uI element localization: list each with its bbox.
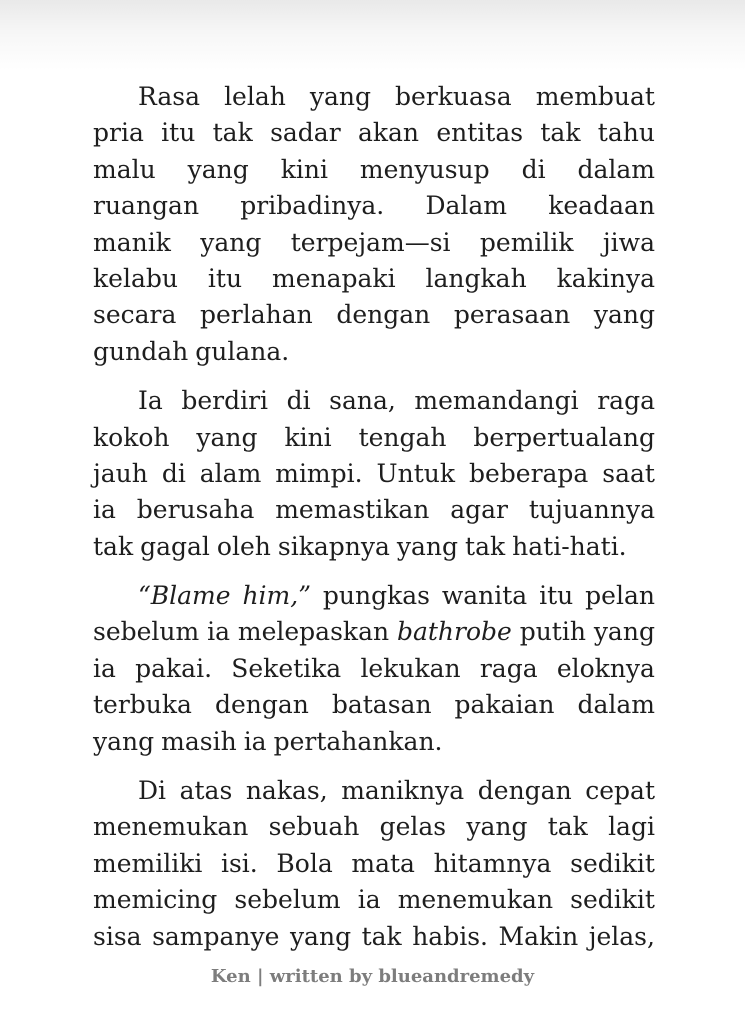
word: menemukan xyxy=(93,812,249,842)
word: terpejam—si xyxy=(290,227,451,257)
paragraph xyxy=(93,79,655,370)
word: mimpi. xyxy=(275,458,363,488)
text-line xyxy=(93,152,655,188)
text-line xyxy=(93,529,655,565)
word: bathrobe xyxy=(396,617,512,647)
page-footer: Ken | written by blueandremedy xyxy=(210,966,535,987)
word: Ia xyxy=(138,386,163,416)
word: yang xyxy=(196,422,258,452)
word: Makin xyxy=(498,921,579,951)
word: him,” xyxy=(242,581,311,611)
word: jiwa xyxy=(602,227,655,257)
word: oleh xyxy=(216,531,271,561)
word: hitamnya xyxy=(433,848,552,878)
word: nakas, xyxy=(245,776,328,806)
word: dengan xyxy=(336,300,431,330)
word: sedikit xyxy=(570,885,655,915)
word: eloknya xyxy=(556,653,655,683)
word: wanita xyxy=(441,581,528,611)
word: yang xyxy=(593,300,655,330)
text-line xyxy=(93,261,655,297)
word: masih xyxy=(161,726,237,756)
word: berkuasa xyxy=(395,82,512,111)
text-line xyxy=(93,651,655,687)
text-line xyxy=(93,420,655,456)
text-line xyxy=(93,919,655,955)
word: cepat xyxy=(585,776,655,806)
word: kelabu xyxy=(93,263,178,293)
word: dalam xyxy=(577,690,655,720)
text-line xyxy=(93,809,655,845)
word: pribadinya. xyxy=(240,191,385,221)
word: sisa xyxy=(93,921,142,951)
word: menyusup xyxy=(359,154,490,184)
word: sikapnya xyxy=(277,531,390,561)
word: saat xyxy=(602,458,655,488)
word: sebelum xyxy=(234,885,341,915)
word: gagal xyxy=(140,531,210,561)
word: memiliki xyxy=(93,848,203,878)
paragraph xyxy=(93,383,655,565)
word: tak xyxy=(540,118,581,148)
word: yang xyxy=(309,82,372,111)
word: tujuannya xyxy=(528,495,655,525)
paragraph xyxy=(93,773,655,955)
text-line xyxy=(93,115,655,151)
text-line xyxy=(93,614,655,650)
word: kokoh xyxy=(93,422,170,452)
word: di xyxy=(161,458,186,488)
word: di xyxy=(286,386,311,416)
word: tak xyxy=(361,921,402,951)
text-line xyxy=(93,79,655,115)
word: berdiri xyxy=(181,386,269,416)
word: pungkas xyxy=(322,581,430,611)
word: pakaian xyxy=(454,690,555,720)
word: hati-hati. xyxy=(512,531,627,561)
word: lekukan xyxy=(360,653,461,683)
word: ia xyxy=(243,726,267,756)
word: raga xyxy=(479,653,538,683)
text-line xyxy=(93,882,655,918)
word: maniknya xyxy=(341,776,465,806)
text-line xyxy=(93,334,655,370)
text-line xyxy=(93,578,655,614)
word: agar xyxy=(450,495,508,525)
word: pakai. xyxy=(135,653,213,683)
word: menapaki xyxy=(272,263,396,293)
word: pertahankan. xyxy=(273,726,443,756)
word: Dalam xyxy=(425,191,508,221)
word: dalam xyxy=(577,154,655,184)
word: terbuka xyxy=(93,690,192,720)
word: yang xyxy=(466,812,528,842)
word: berusaha xyxy=(136,495,255,525)
word: memandangi xyxy=(414,386,579,416)
word: akan xyxy=(357,118,420,148)
word: itu xyxy=(207,263,243,293)
word: gulana. xyxy=(195,336,290,366)
top-shade xyxy=(0,0,745,70)
text-line xyxy=(93,188,655,224)
word: malu xyxy=(93,154,156,184)
word: habis. xyxy=(412,921,488,951)
word: yang xyxy=(200,227,262,257)
word: manik xyxy=(93,227,171,257)
word: Rasa xyxy=(138,82,201,111)
word: melepaskan xyxy=(237,617,390,647)
word: pria xyxy=(93,118,144,148)
word: memastikan xyxy=(275,495,430,525)
word: jelas, xyxy=(588,921,655,951)
word: tak xyxy=(547,812,588,842)
word: ia xyxy=(93,653,116,683)
word: di xyxy=(521,154,546,184)
word: sebelum xyxy=(93,617,200,647)
word: sampanye xyxy=(152,921,280,951)
word: dengan xyxy=(477,776,572,806)
word: jauh xyxy=(93,458,148,488)
word: perasaan xyxy=(453,300,571,330)
word: itu xyxy=(539,581,574,611)
word: langkah xyxy=(425,263,527,293)
text-line xyxy=(93,456,655,492)
word: mata xyxy=(351,848,415,878)
text-line xyxy=(93,687,655,723)
page-body xyxy=(93,79,655,968)
word: tengah xyxy=(358,422,447,452)
word: “Blame xyxy=(138,581,231,611)
word: yang xyxy=(396,531,459,561)
word: berpertualang xyxy=(473,422,655,452)
word: entitas xyxy=(436,118,524,148)
word: alam xyxy=(199,458,262,488)
word: membuat xyxy=(535,82,655,111)
word: Di xyxy=(138,776,167,806)
word: pemilik xyxy=(479,227,574,257)
word: putih xyxy=(519,617,586,647)
word: kini xyxy=(284,422,332,452)
word: raga xyxy=(597,386,655,416)
word: ia xyxy=(207,617,231,647)
word: Seketika xyxy=(231,653,342,683)
word: ruangan xyxy=(93,191,200,221)
word: sana, xyxy=(329,386,396,416)
word: itu xyxy=(161,118,196,148)
word: batasan xyxy=(331,690,432,720)
text-line xyxy=(93,773,655,809)
word: dengan xyxy=(214,690,309,720)
word: isi. xyxy=(220,848,258,878)
word: kini xyxy=(280,154,328,184)
word: gundah xyxy=(93,336,189,366)
word: pelan xyxy=(585,581,655,611)
word: menemukan xyxy=(397,885,554,915)
word: lagi xyxy=(608,812,655,842)
word: yang xyxy=(289,921,352,951)
word: ia xyxy=(93,495,116,525)
word: perlahan xyxy=(199,300,313,330)
text-line xyxy=(93,492,655,528)
text-line xyxy=(93,724,655,760)
word: tahu xyxy=(597,118,655,148)
word: yang xyxy=(593,617,655,647)
text-line xyxy=(93,225,655,261)
word: tak xyxy=(465,531,506,561)
word: Bola xyxy=(276,848,333,878)
word: gelas xyxy=(379,812,447,842)
word: tak xyxy=(93,531,134,561)
word: sedikit xyxy=(570,848,655,878)
word: yang xyxy=(187,154,249,184)
paragraph xyxy=(93,578,655,760)
word: lelah xyxy=(224,82,286,111)
word: yang xyxy=(93,726,155,756)
word: sadar xyxy=(270,118,341,148)
word: atas xyxy=(179,776,233,806)
word: tak xyxy=(212,118,253,148)
word: secara xyxy=(93,300,177,330)
word: beberapa xyxy=(468,458,589,488)
text-line xyxy=(93,383,655,419)
word: ia xyxy=(357,885,381,915)
word: memicing xyxy=(93,885,218,915)
word: kakinya xyxy=(556,263,655,293)
word: sebuah xyxy=(268,812,360,842)
word: keadaan xyxy=(548,191,655,221)
text-line xyxy=(93,297,655,333)
word: Untuk xyxy=(376,458,456,488)
text-line xyxy=(93,846,655,882)
